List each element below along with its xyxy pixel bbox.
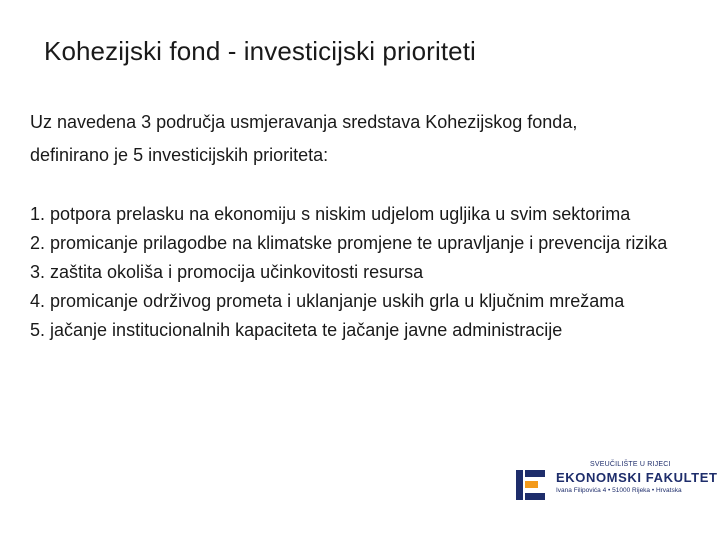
intro-line-1: Uz navedena 3 područja usmjeravanja sredstava Kohezijskog fonda, — [30, 112, 578, 132]
priority-item-1: 1. potpora prelasku na ekonomiju s niskim udjelom ugljika u svim sektorima — [30, 204, 631, 224]
intro-paragraph — [30, 106, 700, 172]
slide-title: Kohezijski fond - investicijski prioriteti — [44, 36, 476, 66]
intro-line-2: definirano je 5 investicijskih prioriteta: — [30, 145, 329, 165]
priority-item-4: 4. promicanje održivog prometa i uklanjanje uskih grla u ključnim mrežama — [30, 291, 625, 311]
priority-item-3: 3. zaštita okoliša i promocija učinkovitosti resursa — [30, 262, 424, 282]
logo-university-name: SVEUČILIŠTE U RIJECI — [590, 461, 671, 468]
faculty-logo-text — [556, 460, 718, 496]
priority-item-2: 2. promicanje prilagodbe na klimatske promjene te upravljanje i prevencija rizika — [30, 233, 668, 253]
faculty-logo-mark-icon — [514, 468, 548, 502]
priority-item-5: 5. jačanje institucionalnih kapaciteta te jačanje javne administracije — [30, 320, 563, 340]
logo-faculty-name: EKONOMSKI FAKULTET — [556, 470, 718, 485]
logo-address: Ivana Filipovića 4 • 51000 Rijeka • Hrvatska — [556, 487, 682, 494]
priority-list — [30, 203, 700, 348]
faculty-logo — [514, 460, 718, 506]
